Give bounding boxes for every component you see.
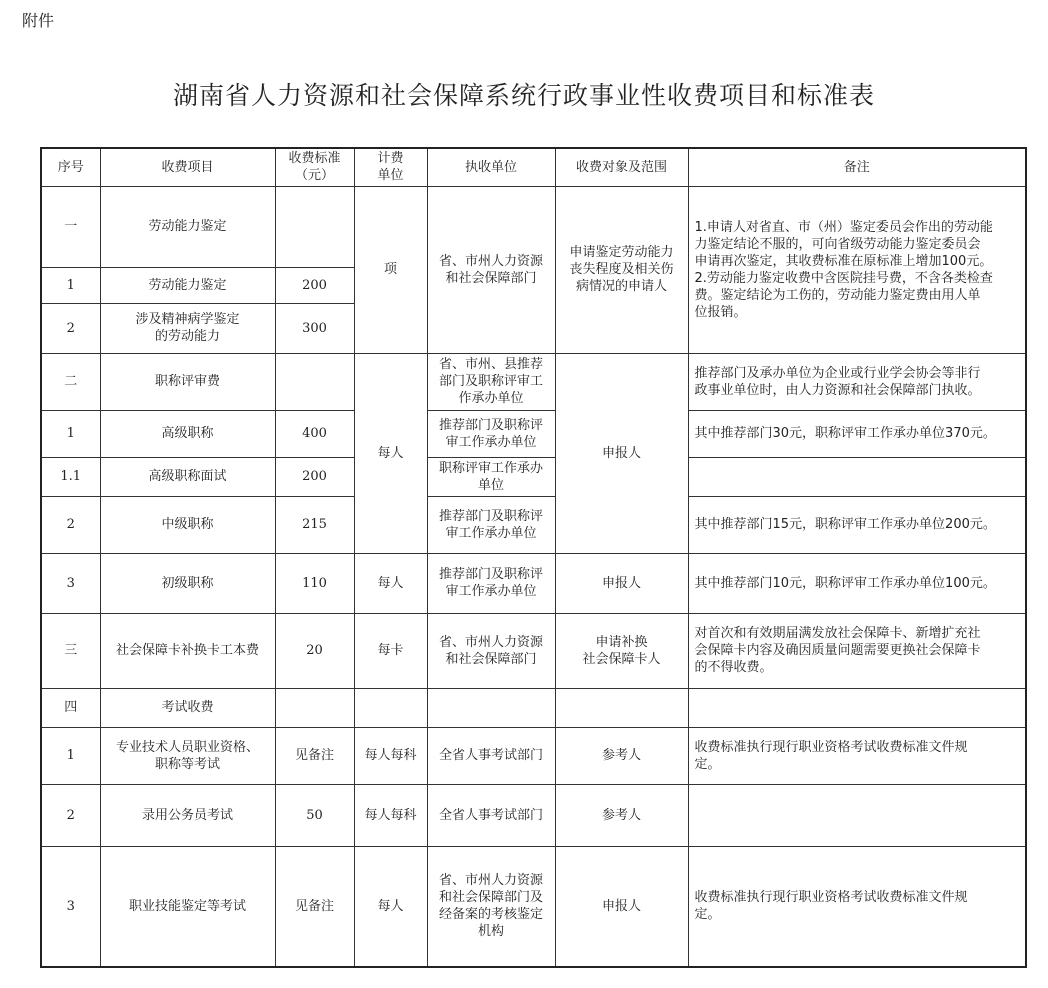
- cell-standard: 215: [275, 496, 354, 553]
- cell-unit: 每卡: [354, 613, 427, 688]
- cell-collector: 全省人事考试部门: [427, 727, 555, 784]
- table-row: [41, 688, 1026, 727]
- cell-seq: 1: [41, 267, 100, 303]
- cell-scope: 申报人: [555, 553, 688, 613]
- cell-unit: 每人: [354, 846, 427, 967]
- cell-scope: [555, 688, 688, 727]
- table-row: [41, 410, 1026, 457]
- cell-seq: 1: [41, 410, 100, 457]
- cell-standard: 110: [275, 553, 354, 613]
- cell-note: [688, 457, 1026, 496]
- cell-note: [688, 784, 1026, 846]
- cell-scope: 申请补换 社会保障卡人: [555, 613, 688, 688]
- header-seq: 序号: [41, 148, 100, 186]
- cell-standard: 300: [275, 303, 354, 353]
- cell-unit: [354, 688, 427, 727]
- table-header-row: [41, 148, 1026, 186]
- cell-standard: [275, 688, 354, 727]
- cell-seq: 2: [41, 496, 100, 553]
- cell-item: 劳动能力鉴定: [100, 186, 275, 267]
- cell-collector: [427, 688, 555, 727]
- cell-note: 对首次和有效期届满发放社会保障卡、新增扩充社 会保障卡内容及确因质量问题需要更换社会保障卡 的不得收费。: [688, 613, 1026, 688]
- cell-standard: 见备注: [275, 727, 354, 784]
- cell-collector: 省、市州、县推荐 部门及职称评审工 作承办单位: [427, 353, 555, 410]
- cell-collector: 推荐部门及职称评 审工作承办单位: [427, 553, 555, 613]
- cell-seq: 3: [41, 846, 100, 967]
- cell-collector: 推荐部门及职称评 审工作承办单位: [427, 410, 555, 457]
- cell-note: [688, 688, 1026, 727]
- cell-note: 推荐部门及承办单位为企业或行业学会协会等非行 政事业单位时，由人力资源和社会保障部门执收。: [688, 353, 1026, 410]
- cell-unit: 每人每科: [354, 784, 427, 846]
- cell-note: 1.申请人对省直、市（州）鉴定委员会作出的劳动能 力鉴定结论不服的，可向省级劳动能力鉴定委员会 申请再次鉴定，其收费标准在原标准上增加100元。 2.劳动能力鉴定收费中含医院挂号费，不含各类检查 费。鉴定结论为工伤的，劳动能力鉴定费由用人单 位报销。: [688, 186, 1026, 353]
- cell-standard: 200: [275, 457, 354, 496]
- cell-item: 高级职称面试: [100, 457, 275, 496]
- page-title: 湖南省人力资源和社会保障系统行政事业性收费项目和标准表: [172, 81, 875, 110]
- cell-item: 社会保障卡补换卡工本费: [100, 613, 275, 688]
- cell-collector: 全省人事考试部门: [427, 784, 555, 846]
- table-row: [41, 784, 1026, 846]
- cell-collector: 省、市州人力资源 和社会保障部门: [427, 186, 555, 353]
- table-row: [41, 846, 1026, 967]
- cell-collector: 省、市州人力资源 和社会保障部门及 经备案的考核鉴定 机构: [427, 846, 555, 967]
- cell-collector: 推荐部门及职称评 审工作承办单位: [427, 496, 555, 553]
- cell-collector: 职称评审工作承办 单位: [427, 457, 555, 496]
- cell-scope: 申报人: [555, 846, 688, 967]
- cell-standard: 50: [275, 784, 354, 846]
- cell-item: 涉及精神病学鉴定 的劳动能力: [100, 303, 275, 353]
- cell-seq: 三: [41, 613, 100, 688]
- cell-item: 考试收费: [100, 688, 275, 727]
- table-row: [41, 186, 1026, 267]
- cell-note: 收费标准执行现行职业资格考试收费标准文件规 定。: [688, 846, 1026, 967]
- cell-item: 职称评审费: [100, 353, 275, 410]
- table-row: [41, 613, 1026, 688]
- cell-seq: 2: [41, 303, 100, 353]
- table-row: [41, 496, 1026, 553]
- fee-table: [40, 147, 1027, 968]
- cell-note: 其中推荐部门30元，职称评审工作承办单位370元。: [688, 410, 1026, 457]
- cell-seq: 3: [41, 553, 100, 613]
- cell-seq: 二: [41, 353, 100, 410]
- cell-item: 职业技能鉴定等考试: [100, 846, 275, 967]
- cell-unit: 每人: [354, 553, 427, 613]
- table-row: [41, 353, 1026, 410]
- cell-unit: 每人: [354, 353, 427, 553]
- header-collector: 执收单位: [427, 148, 555, 186]
- cell-item: 中级职称: [100, 496, 275, 553]
- cell-seq: 1.1: [41, 457, 100, 496]
- cell-note: 其中推荐部门15元，职称评审工作承办单位200元。: [688, 496, 1026, 553]
- cell-standard: 400: [275, 410, 354, 457]
- cell-scope: 参考人: [555, 727, 688, 784]
- cell-scope: 参考人: [555, 784, 688, 846]
- attachment-label: 附件: [22, 11, 55, 30]
- cell-seq: 四: [41, 688, 100, 727]
- table-row: [41, 553, 1026, 613]
- cell-seq: 一: [41, 186, 100, 267]
- header-scope: 收费对象及范围: [555, 148, 688, 186]
- cell-note: 收费标准执行现行职业资格考试收费标准文件规 定。: [688, 727, 1026, 784]
- cell-standard: [275, 186, 354, 267]
- header-standard: 收费标准 （元）: [275, 148, 354, 186]
- cell-scope: 申报人: [555, 353, 688, 553]
- cell-standard: 200: [275, 267, 354, 303]
- cell-item: 初级职称: [100, 553, 275, 613]
- cell-item: 高级职称: [100, 410, 275, 457]
- cell-standard: [275, 353, 354, 410]
- header-item: 收费项目: [100, 148, 275, 186]
- cell-scope: 申请鉴定劳动能力 丧失程度及相关伤 病情况的申请人: [555, 186, 688, 353]
- cell-seq: 1: [41, 727, 100, 784]
- cell-standard: 见备注: [275, 846, 354, 967]
- header-note: 备注: [688, 148, 1026, 186]
- cell-collector: 省、市州人力资源 和社会保障部门: [427, 613, 555, 688]
- cell-note: 其中推荐部门10元，职称评审工作承办单位100元。: [688, 553, 1026, 613]
- cell-unit: 每人每科: [354, 727, 427, 784]
- cell-seq: 2: [41, 784, 100, 846]
- cell-unit: 项: [354, 186, 427, 353]
- cell-item: 录用公务员考试: [100, 784, 275, 846]
- cell-item: 专业技术人员职业资格、 职称等考试: [100, 727, 275, 784]
- table-row: [41, 457, 1026, 496]
- cell-item: 劳动能力鉴定: [100, 267, 275, 303]
- header-unit: 计费 单位: [354, 148, 427, 186]
- table-row: [41, 727, 1026, 784]
- cell-standard: 20: [275, 613, 354, 688]
